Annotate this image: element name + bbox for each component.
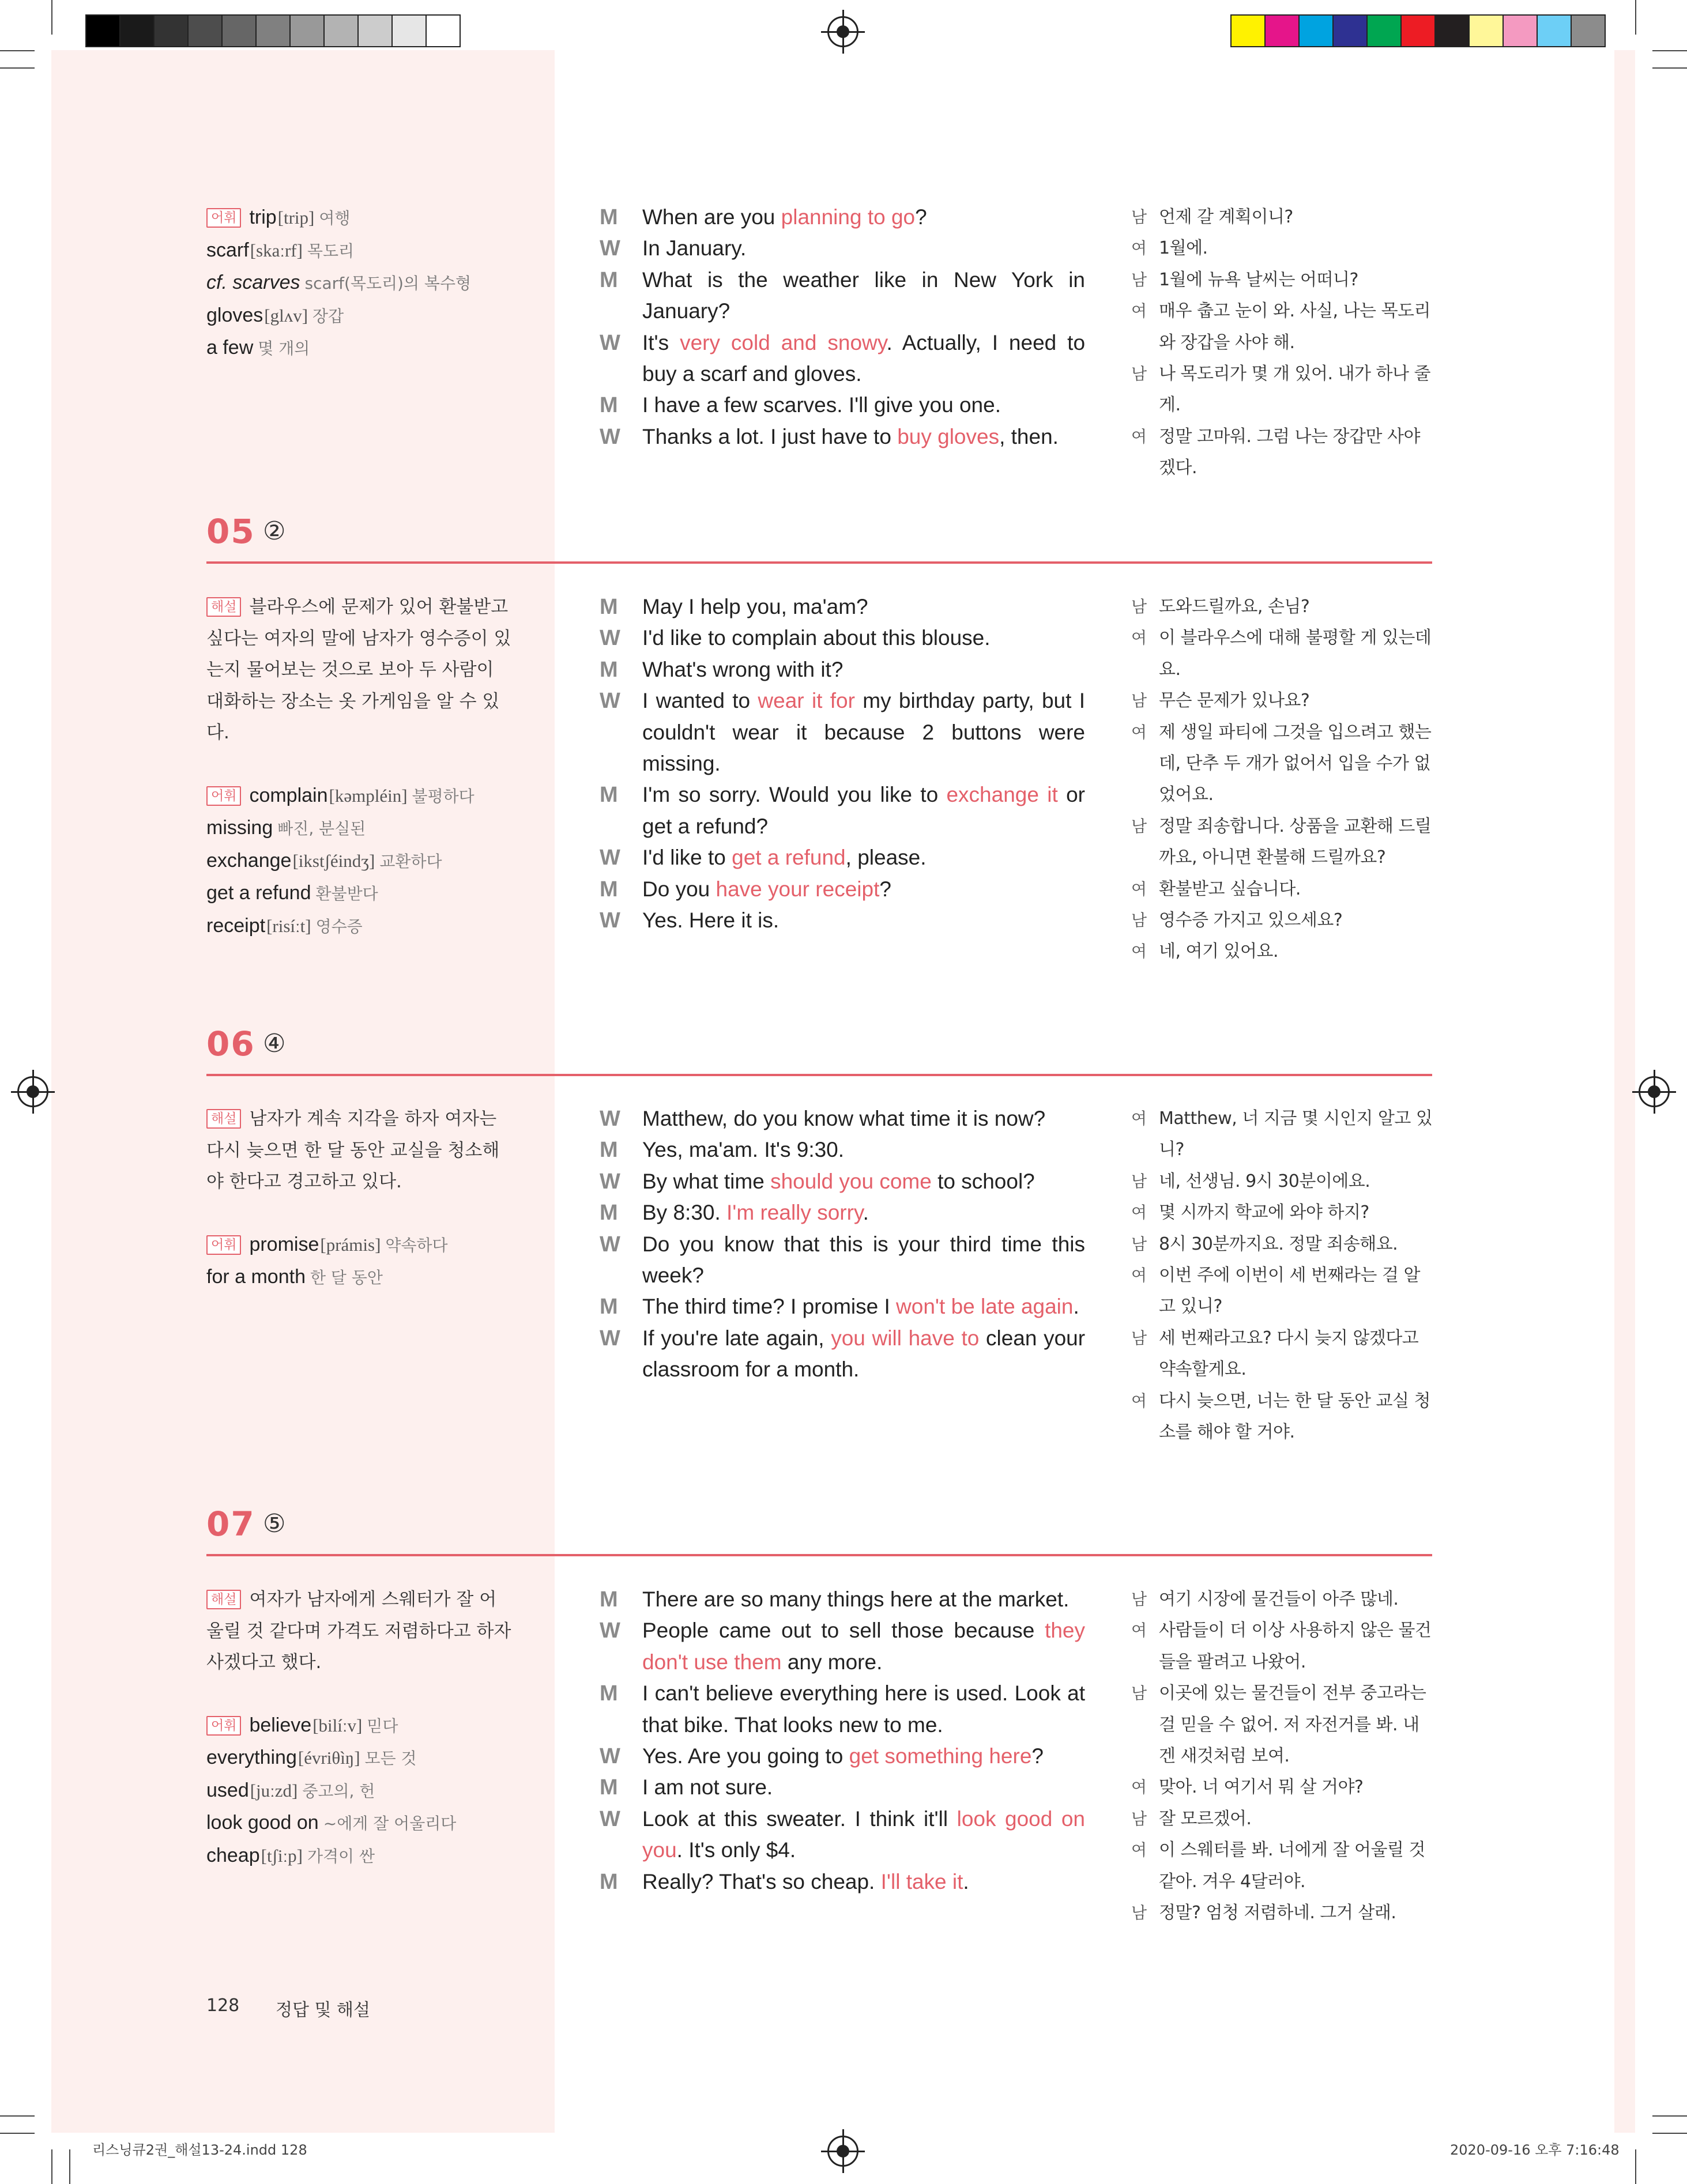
speaker-label: 남 [1131, 691, 1147, 711]
explanation-block-07: 해설 여자가 남자에게 스웨터가 잘 어울릴 것 같다며 가격도 저렴하다고 하자 사겠다고 했다. 어휘 believe[bilíːv] 믿다 everything[évriθìŋ] 모든 것 used[juːzd] 중고의, 헌 look good on ~에게 잘 어울리다 cheap[tʃiːp] 가격이 싼 [206, 1589, 511, 1866]
dialogue-line: May I help you, ma'am? [642, 595, 868, 618]
dialogue-line: I'd like to complain about this blouse. [642, 626, 991, 650]
registration-mark-icon [827, 2136, 858, 2167]
dialogue-06: W Matthew, do you know what time it is now? M Yes, ma'am. It's 9:30. W By what time should you come to school? M By 8:30. I'm really sorry. W Do you know that this is your third time this week? M The third time? I promise I won't be late again. W If you're late again, you will have to clean your classroom for a month. [600, 1103, 1085, 1386]
vocab-tag: 어휘 [206, 786, 241, 806]
dialogue-line: There are so many things here at the market. [642, 1587, 1070, 1611]
dialogue-line: The third time? I promise I won't be late again. [642, 1295, 1079, 1319]
crop-mark [51, 0, 52, 35]
color-swatch [1264, 14, 1300, 47]
color-swatch [119, 14, 155, 47]
translation-line: 정말? 엄청 저렴하네. 그거 살래. [1159, 1903, 1396, 1923]
explanation-tag: 해설 [206, 597, 241, 617]
color-swatch [1298, 14, 1334, 47]
translation-line: 무슨 문제가 있나요? [1159, 691, 1310, 711]
color-swatch [1503, 14, 1538, 47]
color-swatch [187, 14, 223, 47]
speaker-label: 남 [1131, 1171, 1147, 1191]
registration-mark-icon [827, 16, 858, 47]
speaker-label: 여 [1131, 427, 1147, 446]
translation-line: 이 스웨터를 봐. 너에게 잘 어울릴 것 같아. 겨우 4달러야. [1159, 1840, 1425, 1892]
translation-line: 1월에 뉴욕 날씨는 어떠니? [1159, 269, 1358, 290]
korean-translation-05 [1131, 591, 1434, 968]
explanation-tag: 해설 [206, 1590, 241, 1609]
vocab-tag: 어휘 [206, 1716, 241, 1736]
dialogue-line: Yes, ma'am. It's 9:30. [642, 1138, 845, 1162]
dialogue-line: Do you have your receipt? [642, 877, 891, 901]
slug-filename: 리스닝큐2권_해설13-24.indd 128 [92, 2142, 307, 2158]
color-swatch [1366, 14, 1402, 47]
speaker-label: 남 [1131, 1328, 1147, 1348]
dialogue-line: By 8:30. I'm really sorry. [642, 1201, 869, 1225]
dialogue-line: Yes. Here it is. [642, 908, 780, 933]
dialogue-line: By what time should you come to school? [642, 1169, 1035, 1193]
color-swatch [391, 14, 427, 47]
page-number: 128 [206, 1996, 240, 2016]
dialogue-line: People came out to sell those because they don't use them any more. [642, 1619, 1085, 1674]
translation-line: 이곳에 있는 물건들이 전부 중고라는 걸 믿을 수 없어. 저 자전거를 봐. 내겐 새것처럼 보여. [1159, 1683, 1426, 1767]
section-divider [206, 1554, 1432, 1556]
speaker-label: 남 [1131, 816, 1147, 836]
speaker-label: 여 [1131, 1203, 1147, 1223]
dialogue-07: M There are so many things here at the market. W People came out to sell those because they don't use them any more. M I can't believe everything here is used. Look at that bike. That looks new to me. W Yes. Are you going to get something here? M I am not sure. W Look at this sweater. I think it'll look good on you. It's only $4. M Really? That's so cheap. I'll take it. [600, 1584, 1085, 1898]
translation-line: 사람들이 더 이상 사용하지 않은 물건들을 팔려고 나왔어. [1159, 1620, 1432, 1672]
color-swatch [1400, 14, 1436, 47]
dialogue-line: Look at this sweater. I think it'll look good on you. It's only $4. [642, 1806, 1086, 1862]
dialogue-line: I am not sure. [642, 1775, 773, 1800]
crop-mark [0, 2115, 35, 2117]
dialogue-line: Do you know that this is your third time this week? [642, 1232, 1085, 1288]
dialogue-04: M When are you planning to go? W In January. M What is the weather like in New York in January? W It's very cold and snowy. Actually, I need to buy a scarf and gloves. M I have a few scarves. I'll give you one. W Thanks a lot. I just have to buy gloves, then. [600, 202, 1085, 452]
translation-line: 이 블라우스에 대해 불평할 게 있는데요. [1159, 628, 1432, 680]
speaker-label: 여 [1131, 1391, 1147, 1410]
crop-mark [1652, 2115, 1687, 2117]
korean-translation-06 [1131, 1103, 1434, 1448]
color-swatch [1332, 14, 1368, 47]
dialogue-05: M May I help you, ma'am? W I'd like to complain about this blouse. M What's wrong with it? W I wanted to wear it for my birthday party, but I couldn't wear it because 2 buttons were missing. M I'm so sorry. Would you like to exchange it or get a refund? W I'd like to get a refund, please. M Do you have your receipt? W Yes. Here it is. [600, 591, 1085, 936]
speaker-label: 여 [1131, 301, 1147, 321]
speaker-label: 남 [1131, 270, 1147, 289]
color-swatch [357, 14, 393, 47]
vocab-block-04: 어휘 trip[trip] 여행 scarf[skaːrf] 목도리 cf. scarves scarf(목도리)의 복수형 gloves[glʌv] 장갑 a few 몇 개의 [206, 206, 472, 359]
speaker-label: 남 [1131, 911, 1147, 930]
explanation-block-05: 해설 블라우스에 문제가 있어 환불받고 싶다는 여자의 말에 남자가 영수증이 있는지 물어보는 것으로 보아 두 사람이 대화하는 장소는 옷 가게임을 알 수 있다. 어휘 complain[kəmpléin] 불평하다 missing 빠진, 분실된 exchange[ikstʃéindʒ] 교환하다 get a refund 환불받다 receipt[risíːt] 영수증 [206, 597, 511, 937]
dialogue-line: I wanted to wear it for my birthday party, but I couldn't wear it because 2 buttons were missing. [642, 689, 1086, 776]
speaker-label: 남 [1131, 1684, 1147, 1703]
dialogue-line: Yes. Are you going to get something here? [642, 1744, 1044, 1768]
speaker-label: 여 [1131, 879, 1147, 899]
section-divider [206, 1074, 1432, 1076]
color-swatch [1468, 14, 1504, 47]
crop-mark [1652, 50, 1687, 51]
crop-mark [0, 50, 35, 51]
dialogue-line: I can't believe everything here is used. Look at that bike. That looks new to me. [642, 1681, 1085, 1737]
translation-line: 세 번째라고요? 다시 늦지 않겠다고 약속할게요. [1159, 1327, 1419, 1380]
speaker-label: 여 [1131, 628, 1147, 648]
dialogue-line: It's very cold and snowy. Actually, I need to buy a scarf and gloves. [642, 330, 1086, 386]
translation-line: Matthew, 너 지금 몇 시인지 알고 있니? [1159, 1108, 1433, 1160]
slug-date: 2020-09-16 오후 7:16:48 [1450, 2142, 1620, 2158]
color-swatch [289, 14, 325, 47]
translation-line: 나 목도리가 몇 개 있어. 내가 하나 줄게. [1159, 364, 1431, 416]
translation-line: 매우 춥고 눈이 와. 사실, 나는 목도리와 장갑을 사야 해. [1159, 301, 1431, 353]
speaker-label: 여 [1131, 1621, 1147, 1640]
dialogue-line: I have a few scarves. I'll give you one. [642, 393, 1001, 417]
registration-mark-icon [17, 1076, 48, 1107]
color-swatch [323, 14, 359, 47]
crop-mark [1652, 2133, 1687, 2134]
crop-mark [1652, 67, 1687, 69]
gray-color-bar [85, 14, 460, 47]
translation-line: 이번 주에 이번이 세 번째라는 걸 알고 있니? [1159, 1265, 1420, 1317]
color-swatch [1571, 14, 1606, 47]
translation-line: 네, 여기 있어요. [1159, 941, 1279, 962]
crop-mark [1635, 2149, 1636, 2184]
speaker-label: 여 [1131, 1109, 1147, 1128]
speaker-label: 남 [1131, 1590, 1147, 1609]
speaker-label: 여 [1131, 942, 1147, 961]
translation-line: 잘 모르겠어. [1159, 1808, 1252, 1829]
translation-line: 몇 시까지 학교에 와야 하지? [1159, 1202, 1369, 1223]
translation-line: 8시 30분까지요. 정말 죄송해요. [1159, 1234, 1398, 1254]
dialogue-line: I'd like to get a refund, please. [642, 846, 927, 870]
dialogue-line: When are you planning to go? [642, 205, 927, 229]
speaker-label: 여 [1131, 239, 1147, 258]
color-swatch [1537, 14, 1572, 47]
korean-translation-07 [1131, 1584, 1434, 1929]
crop-mark [0, 2133, 35, 2134]
vocab-tag: 어휘 [206, 208, 241, 228]
crop-mark [51, 2149, 52, 2184]
crop-mark [1635, 0, 1636, 35]
explanation-tag: 해설 [206, 1109, 241, 1129]
dialogue-line: What's wrong with it? [642, 657, 843, 681]
dialogue-line: What is the weather like in New York in January? [642, 267, 1085, 323]
dialogue-line: If you're late again, you will have to clean your classroom for a month. [642, 1326, 1086, 1382]
speaker-label: 남 [1131, 1234, 1147, 1254]
color-swatch [1434, 14, 1470, 47]
translation-line: 네, 선생님. 9시 30분이에요. [1159, 1171, 1370, 1191]
translation-line: 정말 고마워. 그럼 나는 장갑만 사야겠다. [1159, 426, 1420, 478]
translation-line: 1월에. [1159, 238, 1208, 259]
speaker-label: 남 [1131, 1903, 1147, 1923]
speaker-label: 남 [1131, 364, 1147, 384]
dialogue-line: I'm so sorry. Would you like to exchange it or get a refund? [642, 783, 1085, 838]
speaker-label: 여 [1131, 1778, 1147, 1797]
translation-line: 언제 갈 계획이니? [1159, 207, 1293, 227]
registration-mark-icon [1639, 1076, 1670, 1107]
color-swatch [153, 14, 189, 47]
speaker-label: 여 [1131, 1266, 1147, 1285]
dialogue-line: Matthew, do you know what time it is now? [642, 1107, 1046, 1130]
color-swatch [221, 14, 257, 47]
translation-line: 도와드릴까요, 손님? [1159, 597, 1310, 617]
color-swatch [1230, 14, 1266, 47]
section-divider [206, 561, 1432, 564]
question-number: 07 [206, 1504, 255, 1544]
color-swatch [425, 14, 461, 47]
question-number: 05 [206, 512, 255, 551]
answer-mark: ④ [263, 1029, 286, 1058]
dialogue-line: Thanks a lot. I just have to buy gloves, then. [642, 424, 1059, 448]
color-swatch [255, 14, 291, 47]
speaker-label: 남 [1131, 597, 1147, 616]
dialogue-line: Really? That's so cheap. I'll take it. [642, 1869, 969, 1893]
speaker-label: 남 [1131, 1809, 1147, 1828]
crop-mark [69, 2149, 70, 2184]
footer-label: 정답 및 해설 [276, 2000, 370, 2020]
dialogue-line: In January. [642, 236, 747, 261]
speaker-label: 남 [1131, 208, 1147, 227]
translation-line: 여기 시장에 물건들이 아주 많네. [1159, 1589, 1399, 1609]
translation-line: 제 생일 파티에 그것을 입으려고 했는데, 단추 두 개가 없어서 입을 수가 없었어요. [1159, 722, 1432, 805]
crop-mark [0, 67, 35, 69]
speaker-label: 여 [1131, 1840, 1147, 1860]
translation-line: 영수증 가지고 있으세요? [1159, 910, 1343, 931]
explanation-block-06: 해설 남자가 계속 지각을 하자 여자는 다시 늦으면 한 달 동안 교실을 청소해야 한다고 경고하고 있다. 어휘 promise[prámis] 약속하다 for a month 한 달 동안 [206, 1108, 500, 1288]
translation-line: 환불받고 싶습니다. [1159, 878, 1301, 899]
question-number: 06 [206, 1024, 255, 1063]
translation-line: 정말 죄송합니다. 상품을 교환해 드릴까요, 아니면 환불해 드릴까요? [1159, 816, 1432, 868]
translation-line: 다시 늦으면, 너는 한 달 동안 교실 청소를 해야 할 거야. [1159, 1390, 1431, 1443]
speaker-label: 여 [1131, 722, 1147, 742]
answer-mark: ⑤ [263, 1509, 286, 1538]
answer-mark: ② [263, 516, 286, 546]
color-swatch [85, 14, 120, 47]
korean-translation-04 [1131, 202, 1434, 484]
color-bar [1230, 14, 1605, 47]
translation-line: 맞아. 너 여기서 뭐 살 거야? [1159, 1777, 1364, 1798]
vocab-tag: 어휘 [206, 1235, 241, 1255]
